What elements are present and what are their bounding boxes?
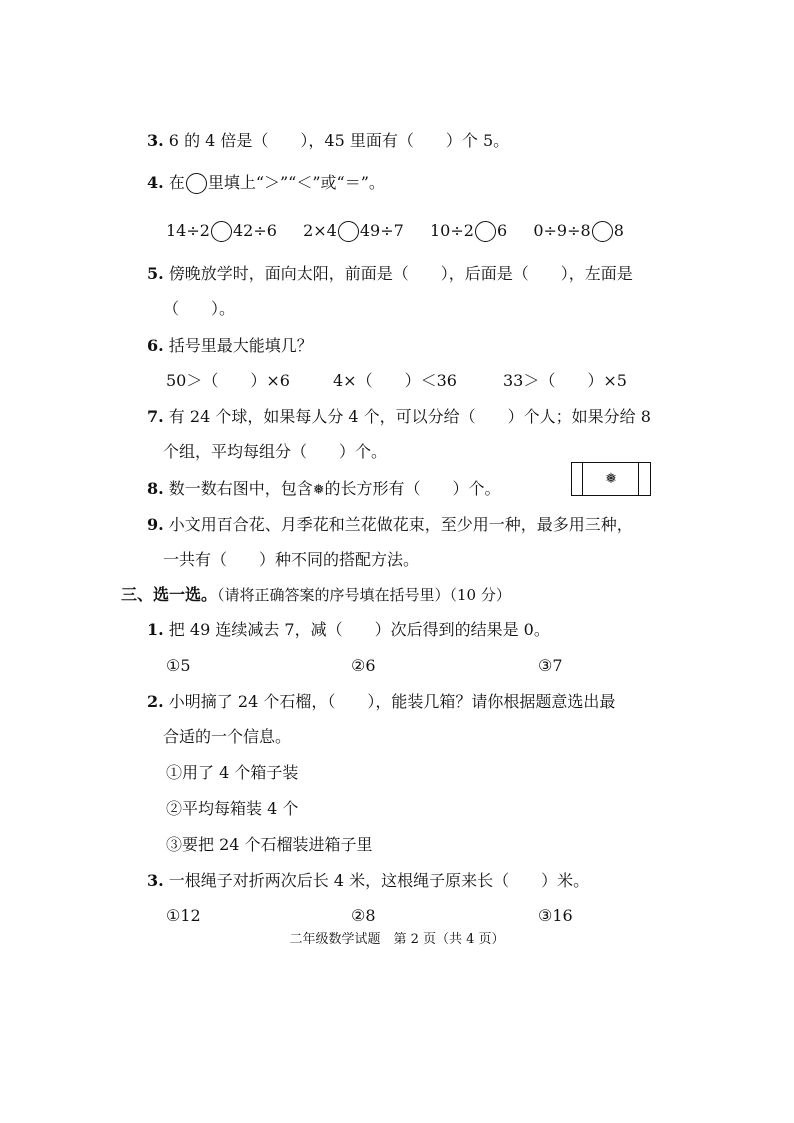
question-number: 7.: [147, 407, 164, 426]
snowflake-icon: ❅: [312, 482, 325, 498]
expression-left: 2×4: [303, 221, 337, 240]
question-text-before: 在: [168, 173, 185, 192]
compare-circle-blank[interactable]: [211, 221, 232, 242]
question-6: [147, 335, 313, 357]
question-text-line2: （ ）。: [163, 299, 236, 318]
inequality-item: 50＞（ ）×6: [166, 371, 290, 390]
expression-right: 8: [613, 221, 624, 240]
expression-left: 0÷9÷8: [533, 221, 591, 240]
option-label: ①用了 4 个箱子装: [166, 763, 299, 782]
choice-option: [166, 834, 373, 856]
option-label: ③16: [538, 906, 573, 925]
question-7-line2: [163, 441, 387, 463]
choice-option: [166, 905, 201, 927]
choice-option: [351, 905, 376, 927]
option-label: ②6: [351, 656, 376, 675]
expression-right: 6: [496, 221, 508, 240]
question-text-line2: 合适的一个信息。: [163, 727, 292, 746]
question-text: 把 49 连续减去 7，减（ ）次后得到的结果是 0。: [168, 620, 550, 639]
q6-item-1: [166, 370, 290, 392]
question-number: 2.: [147, 692, 164, 711]
figure-snowflake-icon: ❅: [605, 471, 617, 487]
question-number: 6.: [147, 336, 164, 355]
question-text-line2: 一共有（ ）种不同的搭配方法。: [163, 550, 420, 569]
question-number: 1.: [147, 620, 164, 639]
question-9-line2: [163, 549, 419, 571]
question-text-after: 的长方形有（ ）个。: [324, 479, 501, 498]
question-number: 5.: [147, 264, 164, 283]
question-5: [147, 263, 633, 285]
rectangle-figure: [571, 462, 651, 496]
question-9: [147, 514, 633, 536]
expression-right: 49÷7: [359, 221, 404, 240]
question-3: [147, 130, 509, 152]
compare-circle-blank[interactable]: [475, 221, 496, 242]
choice-option: [166, 762, 298, 784]
section-3-header: [121, 584, 511, 606]
question-text-line1: 小文用百合花、月季花和兰花做花束，至少用一种，最多用三种，: [168, 515, 633, 534]
question-text: 括号里最大能填几？: [168, 336, 313, 355]
question-4: [147, 172, 385, 194]
question-text: 6 的 4 倍是（ ），45 里面有（ ）个 5。: [168, 131, 510, 150]
question-5-line2: [163, 298, 235, 320]
choice-option: [538, 655, 563, 677]
option-label: ③7: [538, 656, 563, 675]
expression-right: 42÷6: [232, 221, 277, 240]
compare-circle-blank[interactable]: [592, 221, 613, 242]
choice-question-3: [147, 870, 589, 892]
question-number: 9.: [147, 515, 164, 534]
question-text-line1: 小明摘了 24 个石榴，（ ），能装几箱？请你根据题意选出最: [168, 692, 616, 711]
section-note: （请将正确答案的序号填在括号里）（10 分）: [217, 586, 511, 604]
choice-question-2-line2: [163, 726, 291, 748]
question-text-line1: 有 24 个球，如果每人分 4 个，可以分给（ ）个人；如果分给 8: [168, 407, 651, 426]
choice-question-1: [147, 619, 550, 641]
expression-left: 10÷2: [430, 221, 474, 240]
q6-item-3: [503, 370, 627, 392]
option-label: ②平均每箱装 4 个: [166, 799, 299, 818]
question-number: 3.: [147, 871, 164, 890]
choice-option: [351, 655, 376, 677]
circle-blank-icon: [186, 173, 207, 194]
question-text-after: 里填上“＞”“＜”或“＝”。: [207, 173, 385, 192]
page-footer: 二年级数学试题 第 2 页（共 4 页）: [289, 932, 505, 947]
question-number: 3.: [147, 131, 164, 150]
choice-option: [166, 798, 298, 820]
q6-item-2: [333, 370, 457, 392]
inequality-item: 33＞（ ）×5: [503, 371, 627, 390]
option-label: ②8: [351, 906, 376, 925]
expression-left: 14÷2: [166, 221, 210, 240]
choice-option: [166, 655, 191, 677]
question-text-line1: 傍晚放学时，面向太阳，前面是（ ），后面是（ ），左面是: [168, 264, 633, 283]
choice-option: [538, 905, 573, 927]
question-number: 8.: [147, 479, 164, 498]
question-number: 4.: [147, 173, 164, 192]
option-label: ①12: [166, 906, 201, 925]
section-title: 三、选一选。: [121, 585, 218, 604]
choice-question-2: [147, 691, 615, 713]
question-text-line2: 个组，平均每组分（ ）个。: [163, 442, 388, 461]
inequality-item: 4×（ ）＜36: [333, 371, 457, 390]
option-label: ①5: [166, 656, 191, 675]
question-text: 一根绳子对折两次后长 4 米，这根绳子原来长（ ）米。: [168, 871, 590, 890]
question-8: [147, 478, 501, 501]
compare-circle-blank[interactable]: [338, 221, 359, 242]
question-7: [147, 406, 651, 428]
option-label: ③要把 24 个石榴装进箱子里: [166, 835, 373, 854]
question-text-before: 数一数右图中，包含: [168, 479, 313, 498]
compare-expressions: [166, 220, 624, 242]
